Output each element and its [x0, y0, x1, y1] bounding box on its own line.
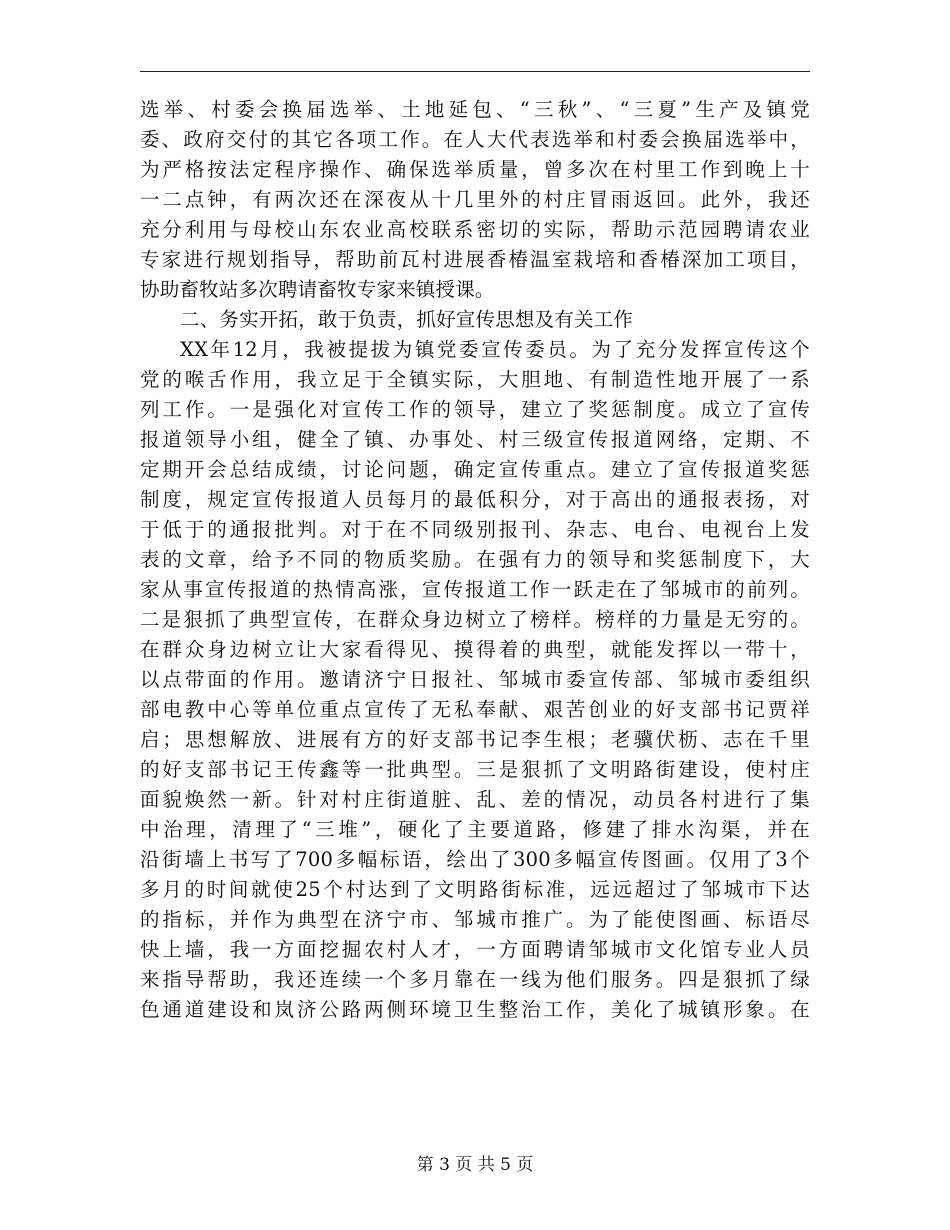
text-line: 沿街墙上书写了700多幅标语，绘出了300多幅宣传图画。仅用了3个 [140, 848, 810, 871]
text-line: 充分利用与母校山东农业高校联系密切的实际，帮助示范园聘请农业 [140, 218, 810, 241]
text-line: 选举、村委会换届选举、土地延包、“三秋”、“三夏”生产及镇党 [140, 98, 810, 121]
document-body [140, 95, 810, 1025]
text-line: 以点带面的作用。邀请济宁日报社、邹城市委宣传部、邹城市委组织 [140, 668, 810, 691]
text-line: 二是狠抓了典型宣传，在群众身边树立了榜样。榜样的力量是无穷的。 [140, 608, 810, 631]
text-line: 委、政府交付的其它各项工作。在人大代表选举和村委会换届选举中， [140, 128, 810, 151]
text-line: 家从事宣传报道的热情高涨，宣传报道工作一跃走在了邹城市的前列。 [140, 578, 810, 601]
text-line: 面貌焕然一新。针对村庄街道脏、乱、差的情况，动员各村进行了集 [140, 788, 810, 811]
text-line: 来指导帮助，我还连续一个多月靠在一线为他们服务。四是狠抓了绿 [140, 968, 810, 991]
text-line: 为严格按法定程序操作、确保选举质量，曾多次在村里工作到晚上十 [140, 158, 810, 181]
text-line: 的好支部书记王传鑫等一批典型。三是狠抓了文明路街建设，使村庄 [140, 758, 810, 781]
text-line: 中治理，清理了“三堆”，硬化了主要道路，修建了排水沟渠，并在 [140, 818, 810, 841]
text-line: 快上墙，我一方面挖掘农村人才，一方面聘请邹城市文化馆专业人员 [140, 938, 810, 961]
text-line: 多月的时间就使25个村达到了文明路街标准，远远超过了邹城市下达 [140, 878, 810, 901]
text-line: 在群众身边树立让大家看得见、摸得着的典型，就能发挥以一带十， [140, 638, 810, 661]
text-line: 制度，规定宣传报道人员每月的最低积分，对于高出的通报表扬，对 [140, 488, 810, 511]
text-line: 党的喉舌作用，我立足于全镇实际，大胆地、有制造性地开展了一系 [140, 368, 810, 391]
text-line: 专家进行规划指导，帮助前瓦村进展香椿温室栽培和香椿深加工项目， [140, 248, 810, 271]
text-line: 部电教中心等单位重点宣传了无私奉献、艰苦创业的好支部书记贾祥 [140, 698, 810, 721]
text-line: 的指标，并作为典型在济宁市、邹城市推广。为了能使图画、标语尽 [140, 908, 810, 931]
text-line: 于低于的通报批判。对于在不同级别报刊、杂志、电台、电视台上发 [140, 518, 810, 541]
header-rule [140, 71, 810, 72]
text-line: 报道领导小组，健全了镇、办事处、村三级宣传报道网络，定期、不 [140, 428, 810, 451]
text-line: XX年12月，我被提拔为镇党委宣传委员。为了充分发挥宣传这个 [180, 338, 810, 361]
text-line: 启；思想解放、进展有方的好支部书记李生根；老骥伏枥、志在千里 [140, 728, 810, 751]
text-line: 一二点钟，有两次还在深夜从十几里外的村庄冒雨返回。此外，我还 [140, 188, 810, 211]
text-line: 表的文章，给予不同的物质奖励。在强有力的领导和奖惩制度下，大 [140, 548, 810, 571]
text-line: 定期开会总结成绩，讨论问题，确定宣传重点。建立了宣传报道奖惩 [140, 458, 810, 481]
text-line: 色通道建设和岚济公路两侧环境卫生整治工作，美化了城镇形象。在 [140, 998, 810, 1021]
text-line: 列工作。一是强化对宣传工作的领导，建立了奖惩制度。成立了宣传 [140, 398, 810, 421]
text-line: 协助畜牧站多次聘请畜牧专家来镇授课。 [140, 278, 495, 301]
page-number-footer: 第 3 页 共 5 页 [416, 1155, 534, 1175]
text-line: 二、务实开拓，敢于负责，抓好宣传思想及有关工作 [180, 308, 634, 331]
